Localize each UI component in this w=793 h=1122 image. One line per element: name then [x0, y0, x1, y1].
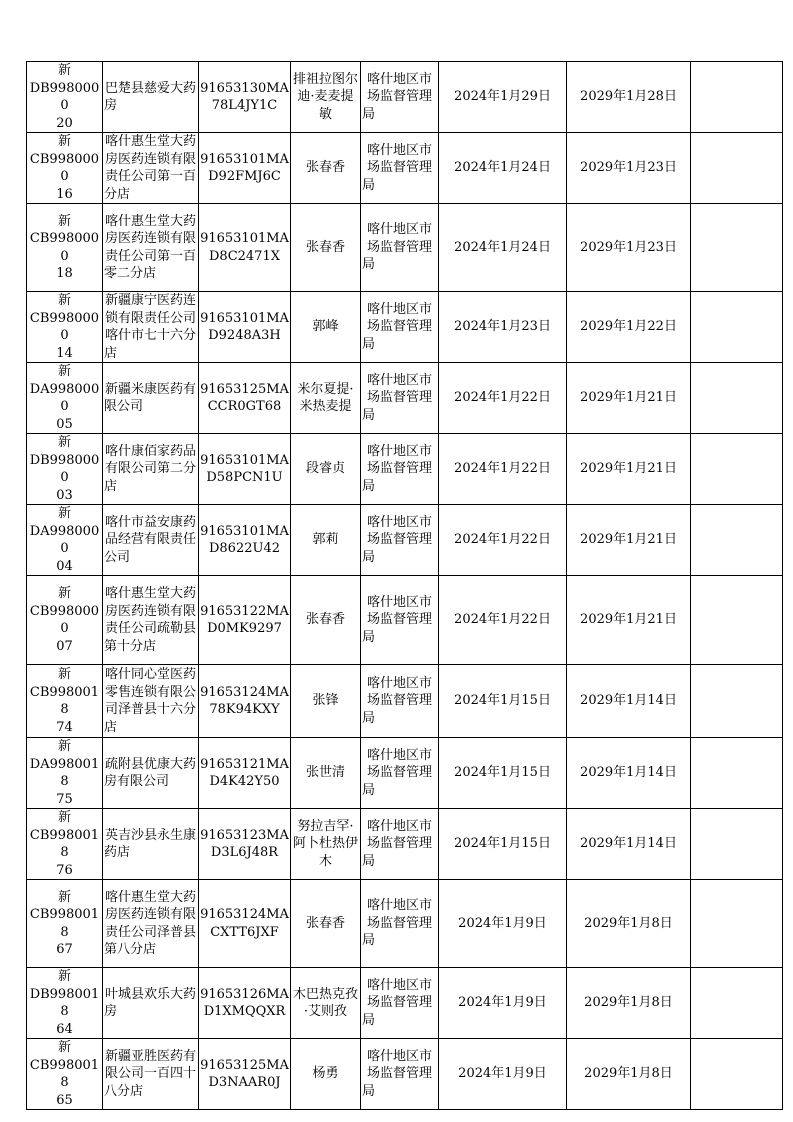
legal-person-cell: 郭莉 — [291, 505, 361, 576]
credit-code-cell: 91653124MACXTT6JXF — [199, 880, 291, 968]
expiry-date-cell: 2029年1月8日 — [567, 968, 691, 1039]
enterprise-name-cell: 喀什惠生堂大药房医药连锁有限责任公司第一百分店 — [103, 133, 199, 204]
expiry-date-cell: 2029年1月21日 — [567, 363, 691, 434]
issue-date-cell: 2024年1月22日 — [439, 505, 567, 576]
remark-cell — [691, 133, 783, 204]
license-number-prefix: 新 — [57, 293, 71, 308]
expiry-date-cell: 2029年1月14日 — [567, 665, 691, 738]
issuing-authority-cell: 喀什地区市场监督管理局 — [361, 62, 439, 133]
license-registry-table — [26, 61, 783, 1110]
license-number-code: CB9980018 — [29, 827, 100, 860]
legal-person-cell: 张世清 — [291, 738, 361, 809]
license-number-prefix: 新 — [57, 134, 71, 149]
license-number-suffix: 05 — [56, 416, 73, 432]
license-number-prefix: 新 — [57, 739, 71, 754]
table-row — [27, 1039, 783, 1110]
enterprise-name-cell: 喀什惠生堂大药房医药连锁有限责任公司泽普县第八分店 — [103, 880, 199, 968]
license-number-suffix: 16 — [56, 186, 73, 202]
enterprise-name-cell: 叶城县欢乐大药房 — [103, 968, 199, 1039]
credit-code-cell: 91653125MAD3NAAR0J — [199, 1039, 291, 1110]
license-number-cell — [27, 809, 103, 880]
license-number-suffix: 14 — [56, 345, 73, 361]
license-number-prefix: 新 — [57, 435, 71, 450]
license-number-suffix: 65 — [56, 1092, 73, 1108]
enterprise-name-cell: 疏附县优康大药房有限公司 — [103, 738, 199, 809]
license-number-cell — [27, 434, 103, 505]
credit-code-cell: 91653101MAD8622U42 — [199, 505, 291, 576]
remark-cell — [691, 809, 783, 880]
issue-date-cell: 2024年1月29日 — [439, 62, 567, 133]
license-number-prefix: 新 — [57, 1040, 71, 1055]
issue-date-cell: 2024年1月15日 — [439, 809, 567, 880]
license-number-prefix: 新 — [57, 364, 71, 379]
issuing-authority-cell: 喀什地区市场监督管理局 — [361, 880, 439, 968]
issuing-authority-cell: 喀什地区市场监督管理局 — [361, 665, 439, 738]
license-number-code: DA9980000 — [29, 381, 100, 414]
enterprise-name-cell: 喀什康佰家药品有限公司第二分店 — [103, 434, 199, 505]
remark-cell — [691, 204, 783, 292]
issuing-authority-cell: 喀什地区市场监督管理局 — [361, 809, 439, 880]
license-number-suffix: 07 — [56, 638, 73, 654]
license-number-cell — [27, 133, 103, 204]
license-number-prefix: 新 — [57, 889, 71, 905]
license-number-code: CB9980000 — [29, 231, 100, 264]
legal-person-cell: 郭峰 — [291, 292, 361, 363]
legal-person-cell: 张春香 — [291, 133, 361, 204]
issue-date-cell: 2024年1月22日 — [439, 434, 567, 505]
table-row — [27, 576, 783, 665]
expiry-date-cell: 2029年1月14日 — [567, 738, 691, 809]
license-number-code: CB9980000 — [29, 310, 100, 343]
table-row — [27, 434, 783, 505]
issue-date-cell: 2024年1月15日 — [439, 738, 567, 809]
legal-person-cell: 米尔夏提·米热麦提 — [291, 363, 361, 434]
license-number-code: CB9980018 — [29, 907, 100, 940]
table-row — [27, 62, 783, 133]
credit-code-cell: 91653123MAD3L6J48R — [199, 809, 291, 880]
credit-code-cell: 91653124MA78K94KXY — [199, 665, 291, 738]
issuing-authority-cell: 喀什地区市场监督管理局 — [361, 738, 439, 809]
license-number-cell — [27, 292, 103, 363]
issuing-authority-cell: 喀什地区市场监督管理局 — [361, 133, 439, 204]
remark-cell — [691, 363, 783, 434]
remark-cell — [691, 576, 783, 665]
issue-date-cell: 2024年1月9日 — [439, 968, 567, 1039]
license-number-suffix: 67 — [56, 942, 73, 957]
license-number-cell — [27, 968, 103, 1039]
issue-date-cell: 2024年1月23日 — [439, 292, 567, 363]
legal-person-cell: 张春香 — [291, 576, 361, 665]
legal-person-cell: 努拉吉罕·阿卜杜热伊木 — [291, 809, 361, 880]
license-number-code: DB9980000 — [29, 80, 100, 113]
table-row — [27, 665, 783, 738]
license-number-suffix: 74 — [56, 719, 73, 735]
issue-date-cell: 2024年1月22日 — [439, 576, 567, 665]
enterprise-name-cell: 喀什市益安康药品经营有限责任公司 — [103, 505, 199, 576]
license-number-cell — [27, 738, 103, 809]
license-number-code: DA9980000 — [29, 523, 100, 556]
credit-code-cell: 91653126MAD1XMQQXR — [199, 968, 291, 1039]
enterprise-name-cell: 新疆亚胜医药有限公司一百四十八分店 — [103, 1039, 199, 1110]
license-number-prefix: 新 — [57, 667, 71, 682]
legal-person-cell: 张锋 — [291, 665, 361, 738]
issuing-authority-cell: 喀什地区市场监督管理局 — [361, 968, 439, 1039]
issuing-authority-cell: 喀什地区市场监督管理局 — [361, 292, 439, 363]
enterprise-name-cell: 新疆康宁医药连锁有限责任公司喀什市七十六分店 — [103, 292, 199, 363]
license-number-suffix: 64 — [56, 1021, 73, 1037]
remark-cell — [691, 505, 783, 576]
issue-date-cell: 2024年1月9日 — [439, 1039, 567, 1110]
expiry-date-cell: 2029年1月22日 — [567, 292, 691, 363]
expiry-date-cell: 2029年1月23日 — [567, 133, 691, 204]
table-row — [27, 363, 783, 434]
remark-cell — [691, 62, 783, 133]
table-body — [27, 62, 783, 1110]
remark-cell — [691, 1039, 783, 1110]
issue-date-cell: 2024年1月24日 — [439, 133, 567, 204]
table-row — [27, 738, 783, 809]
legal-person-cell: 杨勇 — [291, 1039, 361, 1110]
table-row — [27, 133, 783, 204]
license-number-suffix: 04 — [56, 558, 73, 574]
license-number-code: CB9980000 — [29, 603, 100, 636]
expiry-date-cell: 2029年1月21日 — [567, 434, 691, 505]
legal-person-cell: 木巴热克孜·艾则孜 — [291, 968, 361, 1039]
credit-code-cell: 91653125MACCR0GT68 — [199, 363, 291, 434]
enterprise-name-cell: 英吉沙县永生康药店 — [103, 809, 199, 880]
enterprise-name-cell: 新疆米康医药有限公司 — [103, 363, 199, 434]
license-number-cell — [27, 505, 103, 576]
remark-cell — [691, 665, 783, 738]
license-number-cell — [27, 363, 103, 434]
expiry-date-cell: 2029年1月8日 — [567, 880, 691, 968]
license-number-prefix: 新 — [57, 506, 71, 521]
license-number-code: DA9980018 — [29, 756, 100, 789]
issuing-authority-cell: 喀什地区市场监督管理局 — [361, 363, 439, 434]
license-number-prefix: 新 — [57, 810, 71, 825]
credit-code-cell: 91653101MAD58PCN1U — [199, 434, 291, 505]
license-number-cell — [27, 880, 103, 968]
issuing-authority-cell: 喀什地区市场监督管理局 — [361, 505, 439, 576]
table-row — [27, 880, 783, 968]
expiry-date-cell: 2029年1月28日 — [567, 62, 691, 133]
legal-person-cell: 段睿贞 — [291, 434, 361, 505]
license-number-suffix: 18 — [56, 266, 73, 281]
credit-code-cell: 91653122MAD0MK9297 — [199, 576, 291, 665]
license-number-code: DB9980000 — [29, 452, 100, 485]
credit-code-cell: 91653130MA78L4JY1C — [199, 62, 291, 133]
table-row — [27, 292, 783, 363]
table-row — [27, 809, 783, 880]
expiry-date-cell: 2029年1月21日 — [567, 576, 691, 665]
enterprise-name-cell: 喀什惠生堂大药房医药连锁有限责任公司第一百零二分店 — [103, 204, 199, 292]
legal-person-cell: 排祖拉图尔迪·麦麦提敏 — [291, 62, 361, 133]
issue-date-cell: 2024年1月24日 — [439, 204, 567, 292]
remark-cell — [691, 292, 783, 363]
license-number-prefix: 新 — [57, 586, 71, 601]
enterprise-name-cell: 喀什同心堂医药零售连锁有限公司泽普县十六分店 — [103, 665, 199, 738]
issuing-authority-cell: 喀什地区市场监督管理局 — [361, 576, 439, 665]
table-row — [27, 968, 783, 1039]
license-number-suffix: 03 — [56, 487, 73, 503]
license-number-prefix: 新 — [57, 213, 71, 229]
issuing-authority-cell: 喀什地区市场监督管理局 — [361, 1039, 439, 1110]
table-row — [27, 505, 783, 576]
expiry-date-cell: 2029年1月14日 — [567, 809, 691, 880]
expiry-date-cell: 2029年1月21日 — [567, 505, 691, 576]
license-number-cell — [27, 665, 103, 738]
license-number-cell — [27, 62, 103, 133]
enterprise-name-cell: 巴楚县慈爱大药房 — [103, 62, 199, 133]
remark-cell — [691, 880, 783, 968]
license-number-code: CB9980000 — [29, 151, 100, 184]
table-row — [27, 204, 783, 292]
license-number-cell — [27, 204, 103, 292]
license-number-prefix: 新 — [57, 969, 71, 984]
license-number-cell — [27, 1039, 103, 1110]
license-number-prefix: 新 — [57, 63, 71, 78]
issuing-authority-cell: 喀什地区市场监督管理局 — [361, 434, 439, 505]
enterprise-name-cell: 喀什惠生堂大药房医药连锁有限责任公司疏勒县第十分店 — [103, 576, 199, 665]
license-number-code: CB9980018 — [29, 684, 100, 717]
remark-cell — [691, 738, 783, 809]
license-number-code: DB9980018 — [29, 986, 100, 1019]
credit-code-cell: 91653101MAD8C2471X — [199, 204, 291, 292]
credit-code-cell: 91653121MAD4K42Y50 — [199, 738, 291, 809]
legal-person-cell: 张春香 — [291, 880, 361, 968]
expiry-date-cell: 2029年1月23日 — [567, 204, 691, 292]
issuing-authority-cell: 喀什地区市场监督管理局 — [361, 204, 439, 292]
remark-cell — [691, 434, 783, 505]
license-number-code: CB9980018 — [29, 1057, 100, 1090]
legal-person-cell: 张春香 — [291, 204, 361, 292]
issue-date-cell: 2024年1月15日 — [439, 665, 567, 738]
license-number-cell — [27, 576, 103, 665]
license-number-suffix: 75 — [56, 791, 73, 807]
license-number-suffix: 20 — [56, 115, 73, 131]
credit-code-cell: 91653101MAD92FMJ6C — [199, 133, 291, 204]
expiry-date-cell: 2029年1月8日 — [567, 1039, 691, 1110]
issue-date-cell: 2024年1月22日 — [439, 363, 567, 434]
credit-code-cell: 91653101MAD9248A3H — [199, 292, 291, 363]
remark-cell — [691, 968, 783, 1039]
issue-date-cell: 2024年1月9日 — [439, 880, 567, 968]
license-number-suffix: 76 — [56, 862, 73, 878]
